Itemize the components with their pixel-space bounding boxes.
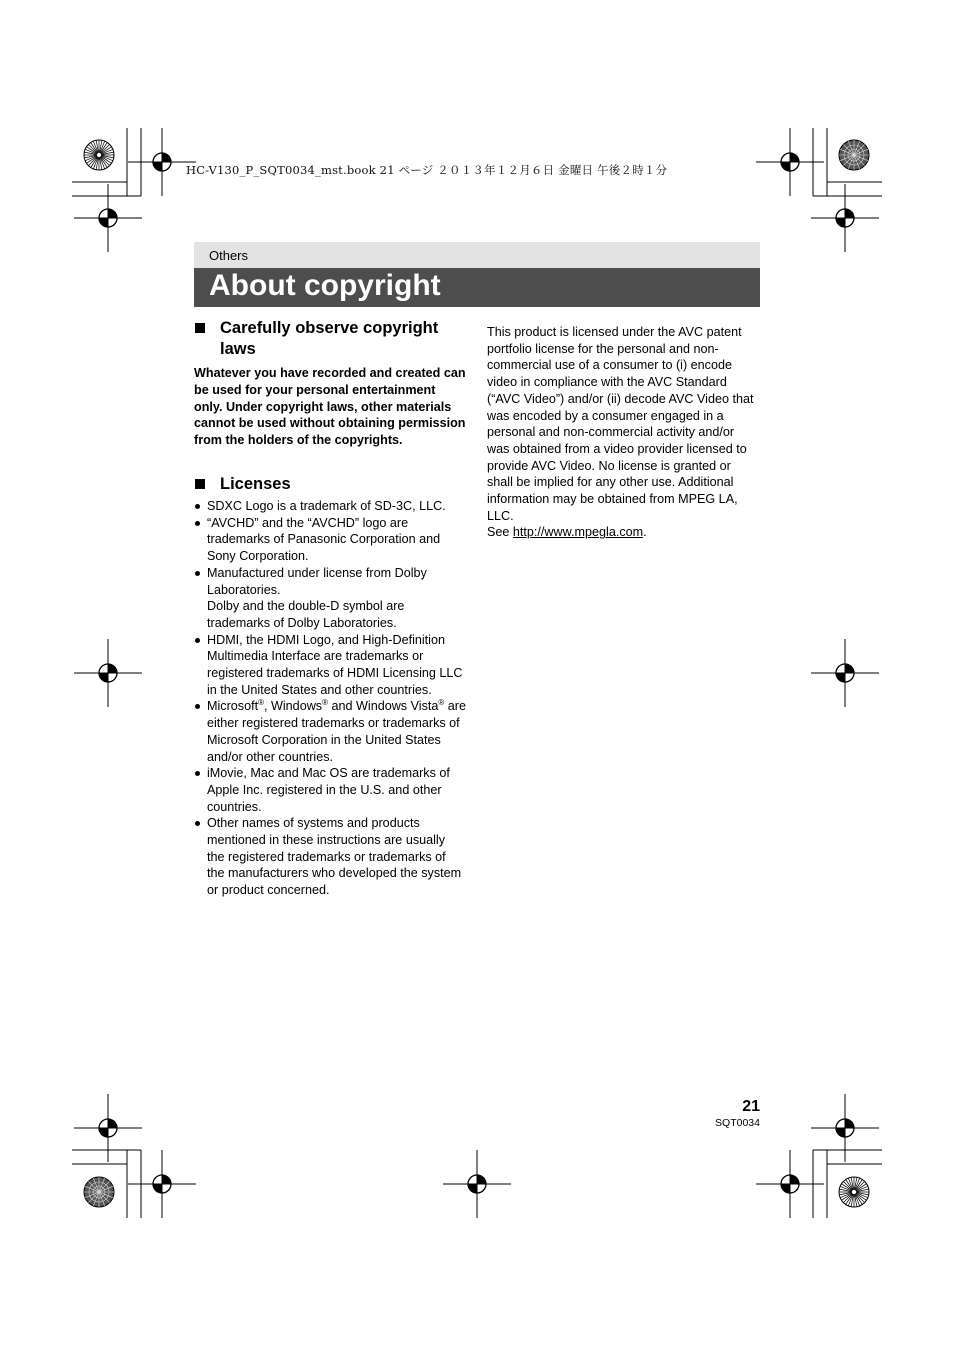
windows-text: , Windows: [264, 699, 323, 714]
bullet-icon: [195, 821, 200, 826]
list-item: [194, 498, 466, 515]
microsoft-text: Microsoft: [207, 699, 259, 714]
page-number: 21: [742, 1098, 760, 1115]
list-item-text: “AVCHD” and the “AVCHD” logo are trademarks of Panasonic Corporation and Sony Corporation.: [207, 515, 441, 564]
right-column: [487, 324, 759, 541]
bullet-icon: [195, 571, 200, 576]
list-item: [194, 565, 466, 632]
registered-mark: ®: [322, 698, 328, 708]
bullet-icon: [195, 504, 200, 509]
registered-mark: ®: [438, 698, 445, 708]
microsoft-trademark-text: are either registered trademarks or trademarks of Microsoft Corporation in the United States and/or other countries.: [207, 699, 466, 764]
mpegla-link[interactable]: http://www.mpegla.com: [512, 525, 644, 540]
title-bar: [194, 268, 760, 307]
list-item: [194, 765, 466, 815]
square-bullet-icon: [195, 479, 205, 489]
list-item-text: Manufactured under license from Dolby Laboratories.: [207, 565, 427, 597]
list-item-text: HDMI, the HDMI Logo, and High-Definition Multimedia Interface are trademarks or registered trademarks of HDMI Licensing LLC in the United States and other countries.: [207, 632, 463, 697]
copyright-heading-text: Carefully observe copyright laws: [220, 319, 439, 358]
bullet-icon: [195, 521, 200, 526]
list-item: [194, 515, 466, 565]
avc-notice: [487, 324, 759, 541]
document-code: SQT0034: [715, 1117, 760, 1129]
avc-notice-body: This product is licensed under the AVC patent portfolio license for the personal and non-commercial use of a consumer to (i) encode video in compliance with the AVC Standard (“AVC Video”) and/or (ii) decode AVC Video that was encoded by a consumer engaged in a personal and non-commercial activity and/or was obtained from a video provider licensed to provide AVC Video. No license is granted or shall be implied for any other use. Additional information may be obtained from MPEG LA, LLC.: [487, 325, 754, 523]
list-item-text: Other names of systems and products mentioned in these instructions are usually the registered trademarks or trademarks of the manufacturers who developed the system or product concerned.: [207, 816, 462, 898]
copyright-body: Whatever you have recorded and created can be used for your personal entertainment only. Under copyright laws, other materials cannot be used without obtaining permission from the holders of the copyrights.: [194, 366, 466, 448]
list-item-text: [207, 699, 466, 763]
left-column: [194, 318, 466, 899]
see-suffix: .: [643, 525, 647, 540]
section-bar: [194, 242, 760, 268]
licenses-heading-text: Licenses: [220, 474, 291, 493]
bullet-icon: [195, 704, 200, 709]
list-item-subtext: Dolby and the double-D symbol are trademarks of Dolby Laboratories.: [207, 599, 405, 630]
list-item: [194, 632, 466, 699]
windows-vista-text: and Windows Vista: [328, 699, 439, 714]
printer-file-header: HC-V130_P_SQT0034_mst.book 21 ページ ２０１３年１２月６日 金曜日 午後２時１分: [186, 163, 668, 177]
page-title: About copyright: [209, 269, 441, 302]
section-label: Others: [209, 248, 249, 263]
list-item: [194, 815, 466, 899]
list-item: [194, 698, 466, 765]
copyright-heading: [194, 318, 466, 360]
see-prefix: See: [487, 525, 513, 540]
licenses-list: [194, 498, 466, 899]
square-bullet-icon: [195, 323, 205, 333]
bullet-icon: [195, 638, 200, 643]
bullet-icon: [195, 771, 200, 776]
registered-mark: ®: [258, 698, 264, 708]
list-item-text: iMovie, Mac and Mac OS are trademarks of Apple Inc. registered in the U.S. and other countries.: [207, 766, 450, 814]
licenses-heading: [194, 474, 466, 495]
list-item-text: SDXC Logo is a trademark of SD-3C, LLC.: [207, 498, 446, 513]
